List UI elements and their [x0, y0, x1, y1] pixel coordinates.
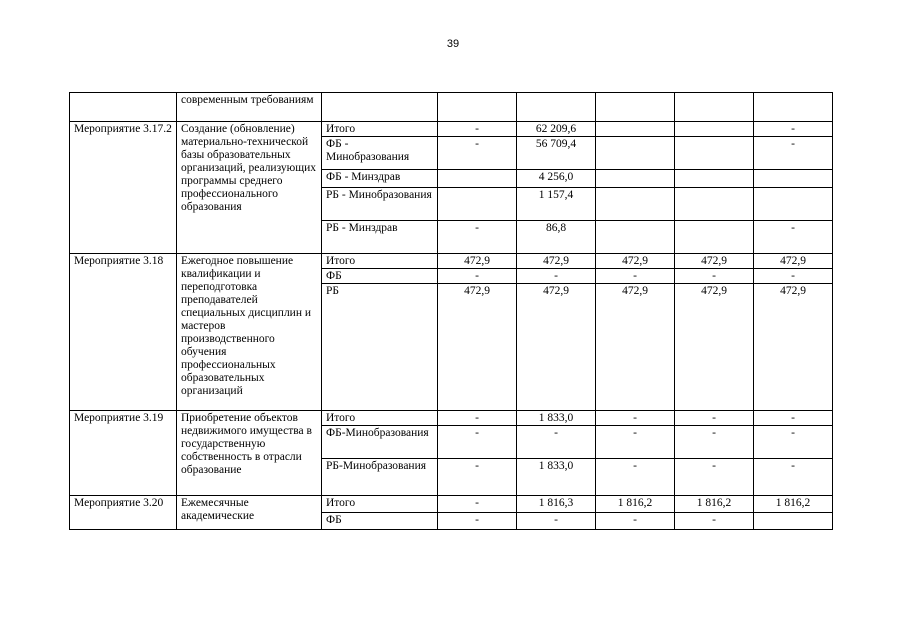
value-cell: - [596, 459, 675, 496]
value-cell: 472,9 [596, 254, 675, 269]
funding-source-cell: ФБ [322, 513, 438, 530]
value-cell: 472,9 [517, 254, 596, 269]
value-cell: - [438, 459, 517, 496]
value-cell: 1 816,2 [596, 496, 675, 513]
value-cell [675, 137, 754, 170]
value-cell: 1 833,0 [517, 459, 596, 496]
funding-source-cell: РБ - Минздрав [322, 221, 438, 254]
measure-id-cell: Мероприятие 3.19 [70, 411, 177, 496]
value-cell: - [438, 513, 517, 530]
value-cell [596, 221, 675, 254]
value-cell: - [754, 459, 833, 496]
value-cell [675, 93, 754, 122]
table-row [70, 122, 833, 137]
value-cell [754, 170, 833, 188]
value-cell: - [754, 411, 833, 426]
value-cell [596, 170, 675, 188]
value-cell: 1 157,4 [517, 188, 596, 221]
value-cell [754, 188, 833, 221]
value-cell: 472,9 [517, 284, 596, 411]
value-cell [754, 513, 833, 530]
page-number: 39 [446, 38, 460, 50]
measure-description-cell: Приобретение объектов недвижимого имущества в государственную собственность в отрасли образование [177, 411, 322, 496]
value-cell: - [754, 122, 833, 137]
funding-source-cell: ФБ [322, 269, 438, 284]
value-cell: - [754, 426, 833, 459]
value-cell: - [596, 411, 675, 426]
value-cell [596, 137, 675, 170]
table-row [70, 93, 833, 122]
value-cell: - [596, 513, 675, 530]
value-cell: - [596, 426, 675, 459]
value-cell: 472,9 [754, 284, 833, 411]
value-cell: - [517, 426, 596, 459]
funding-source-cell: ФБ-Минобразования [322, 426, 438, 459]
value-cell [675, 170, 754, 188]
value-cell: 1 816,2 [754, 496, 833, 513]
funding-source-cell [322, 93, 438, 122]
table-row [70, 254, 833, 269]
value-cell [754, 93, 833, 122]
value-cell: 62 209,6 [517, 122, 596, 137]
value-cell: - [438, 411, 517, 426]
value-cell: - [438, 426, 517, 459]
value-cell: - [675, 269, 754, 284]
value-cell: 472,9 [596, 284, 675, 411]
value-cell: - [517, 513, 596, 530]
funding-source-cell: РБ-Минобразования [322, 459, 438, 496]
value-cell: 1 833,0 [517, 411, 596, 426]
funding-source-cell: РБ - Минобразования [322, 188, 438, 221]
value-cell [438, 93, 517, 122]
funding-source-cell: ФБ - Минздрав [322, 170, 438, 188]
value-cell [675, 221, 754, 254]
value-cell: - [438, 269, 517, 284]
value-cell: - [754, 221, 833, 254]
value-cell [596, 188, 675, 221]
value-cell: 1 816,2 [675, 496, 754, 513]
value-cell: - [517, 269, 596, 284]
value-cell: 472,9 [754, 254, 833, 269]
funding-source-cell: ФБ - Минобразования [322, 137, 438, 170]
value-cell: 472,9 [438, 284, 517, 411]
measure-id-cell: Мероприятие 3.17.2 [70, 122, 177, 254]
funding-source-cell: Итого [322, 411, 438, 426]
measure-description-cell: Ежегодное повышение квалификации и переподготовка преподавателей специальных дисциплин и мастеров производственного обучения профессиональных образовательных организаций [177, 254, 322, 411]
funding-source-cell: РБ [322, 284, 438, 411]
funding-source-cell: Итого [322, 122, 438, 137]
value-cell: 4 256,0 [517, 170, 596, 188]
measure-id-cell [70, 93, 177, 122]
value-cell: - [438, 137, 517, 170]
value-cell: 472,9 [438, 254, 517, 269]
measure-id-cell: Мероприятие 3.20 [70, 496, 177, 530]
value-cell: - [438, 496, 517, 513]
value-cell: - [675, 426, 754, 459]
value-cell: - [596, 269, 675, 284]
value-cell: - [754, 137, 833, 170]
value-cell: 472,9 [675, 254, 754, 269]
value-cell: - [675, 459, 754, 496]
value-cell [438, 170, 517, 188]
value-cell: - [675, 513, 754, 530]
value-cell: - [438, 122, 517, 137]
value-cell [517, 93, 596, 122]
measure-description-cell: Создание (обновление) материально-технической базы образовательных организаций, реализующих программы среднего профессионального образования [177, 122, 322, 254]
value-cell: - [438, 221, 517, 254]
value-cell: 56 709,4 [517, 137, 596, 170]
measure-id-cell: Мероприятие 3.18 [70, 254, 177, 411]
measure-description-cell: современным требованиям [177, 93, 322, 122]
table-row [70, 411, 833, 426]
value-cell [438, 188, 517, 221]
value-cell [675, 188, 754, 221]
funding-source-cell: Итого [322, 254, 438, 269]
value-cell: - [754, 269, 833, 284]
value-cell: - [675, 411, 754, 426]
value-cell: 472,9 [675, 284, 754, 411]
value-cell: 1 816,3 [517, 496, 596, 513]
budget-table [69, 92, 833, 530]
value-cell [596, 122, 675, 137]
value-cell [596, 93, 675, 122]
measure-description-cell: Ежемесячные академические [177, 496, 322, 530]
value-cell: 86,8 [517, 221, 596, 254]
funding-source-cell: Итого [322, 496, 438, 513]
table-row [70, 496, 833, 513]
value-cell [675, 122, 754, 137]
